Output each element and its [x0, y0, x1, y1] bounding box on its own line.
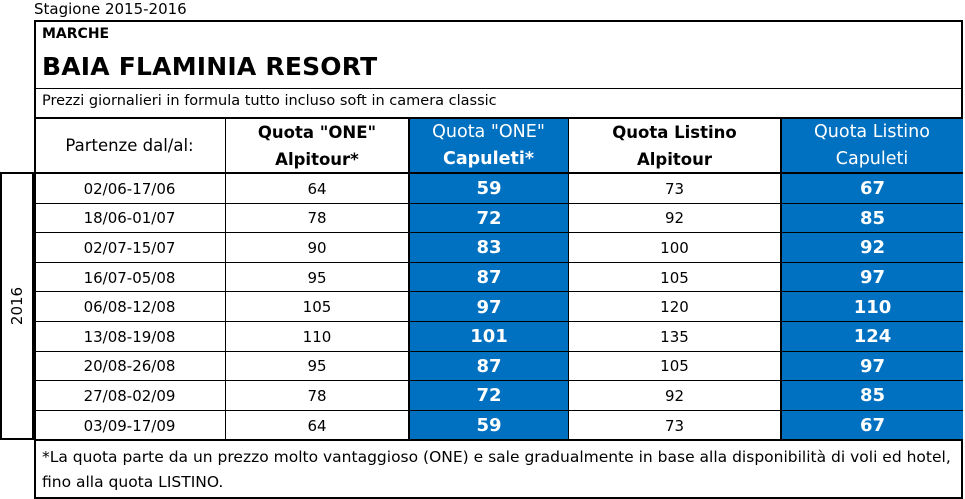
cell-one-alpitour: 110 [302, 327, 332, 346]
cell-one-alpitour: 78 [307, 386, 327, 405]
cell-listino-alpitour: 120 [660, 298, 689, 317]
cell-listino-alpitour: 105 [660, 357, 689, 376]
cell-one-capuleti: 59 [476, 178, 502, 200]
cell-listino-capuleti: 67 [859, 415, 886, 437]
cell-one-capuleti: 72 [476, 207, 502, 229]
cell-listino-alpitour: 135 [660, 327, 689, 346]
header-one-capuleti-line1: Quota "ONE" [432, 121, 545, 142]
cell-one-capuleti: 83 [476, 237, 502, 259]
hotel-name: BAIA FLAMINIA RESORT [42, 52, 378, 81]
cell-dates: 13/08-19/08 [83, 327, 176, 346]
cell-dates: 03/09-17/09 [83, 416, 176, 435]
cell-listino-alpitour: 105 [660, 268, 689, 287]
header-listino-capuleti-line1: Quota Listino [814, 121, 930, 142]
cell-listino-capuleti: 85 [859, 207, 886, 229]
year-text: 2016 [8, 286, 26, 326]
cell-dates: 20/08-26/08 [83, 357, 176, 376]
header-one-alpitour-line1: Quota "ONE" [257, 122, 377, 142]
year-label [0, 172, 34, 440]
cell-one-capuleti: 87 [476, 267, 502, 289]
cell-one-capuleti: 72 [476, 385, 502, 407]
header-dates-label: Partenze dal/al: [65, 136, 194, 155]
header-bottom-line [34, 172, 963, 174]
cell-one-alpitour: 90 [307, 238, 327, 257]
cell-listino-alpitour: 73 [664, 179, 685, 198]
row-divider [34, 291, 963, 292]
cell-dates: 06/08-12/08 [83, 298, 176, 317]
column-divider [225, 118, 226, 440]
cell-one-alpitour: 95 [307, 357, 327, 376]
row-divider [34, 232, 963, 233]
cell-listino-capuleti: 92 [859, 237, 886, 259]
footnote: *La quota parte da un prezzo molto vantaggioso (ONE) e sale gradualmente in base alla disponibilità di voli ed hotel, fino alla quota LISTINO. [42, 448, 951, 491]
row-divider [34, 351, 963, 352]
cell-listino-capuleti: 97 [859, 267, 886, 289]
cell-listino-capuleti: 67 [859, 178, 886, 200]
cell-listino-alpitour: 73 [664, 416, 685, 435]
column-divider [568, 118, 569, 440]
cell-one-alpitour: 78 [307, 209, 327, 228]
cell-dates: 02/07-15/07 [83, 238, 176, 257]
column-divider [408, 118, 410, 440]
cell-listino-capuleti: 110 [853, 296, 892, 318]
header-listino-capuleti [781, 118, 963, 173]
header-top-line [34, 117, 963, 119]
cell-dates: 18/06-01/07 [83, 209, 176, 228]
divider [34, 88, 963, 89]
header-dates [34, 118, 225, 173]
header-listino-alpitour [568, 118, 781, 173]
region-label: MARCHE [42, 26, 110, 42]
cell-dates: 02/06-17/06 [83, 179, 176, 198]
cell-listino-alpitour: 92 [664, 386, 685, 405]
column-divider [780, 118, 782, 440]
header-listino-alpitour-line2: Alpitour [637, 149, 712, 169]
cell-listino-capuleti: 97 [859, 355, 886, 377]
cell-one-alpitour: 95 [307, 268, 327, 287]
header-one-alpitour [225, 118, 409, 173]
row-divider [34, 410, 963, 411]
season-label: Stagione 2015-2016 [34, 0, 187, 18]
header-one-alpitour-line2: Alpitour* [275, 149, 359, 169]
cell-one-alpitour: 64 [307, 416, 327, 435]
table-bottom-line [34, 439, 963, 441]
cell-dates: 27/08-02/09 [83, 386, 176, 405]
cell-one-capuleti: 101 [470, 326, 508, 348]
price-description: Prezzi giornalieri in formula tutto incluso soft in camera classic [42, 93, 497, 109]
cell-dates: 16/07-05/08 [83, 268, 176, 287]
row-divider [34, 380, 963, 381]
row-divider [34, 203, 963, 204]
row-divider [34, 262, 963, 263]
header-listino-capuleti-line2: Capuleti [835, 148, 909, 169]
cell-listino-capuleti: 85 [859, 385, 886, 407]
row-divider [34, 321, 963, 322]
cell-one-alpitour: 105 [302, 298, 332, 317]
header-listino-alpitour-line1: Quota Listino [612, 122, 737, 142]
cell-listino-alpitour: 100 [660, 238, 689, 257]
cell-listino-alpitour: 92 [664, 209, 685, 228]
cell-one-alpitour: 64 [307, 179, 327, 198]
cell-one-capuleti: 59 [476, 415, 502, 437]
cell-listino-capuleti: 124 [853, 326, 892, 348]
cell-one-capuleti: 97 [476, 296, 502, 318]
header-one-capuleti-line2: Capuleti* [442, 148, 535, 169]
header-one-capuleti [409, 118, 568, 173]
cell-one-capuleti: 87 [476, 355, 502, 377]
